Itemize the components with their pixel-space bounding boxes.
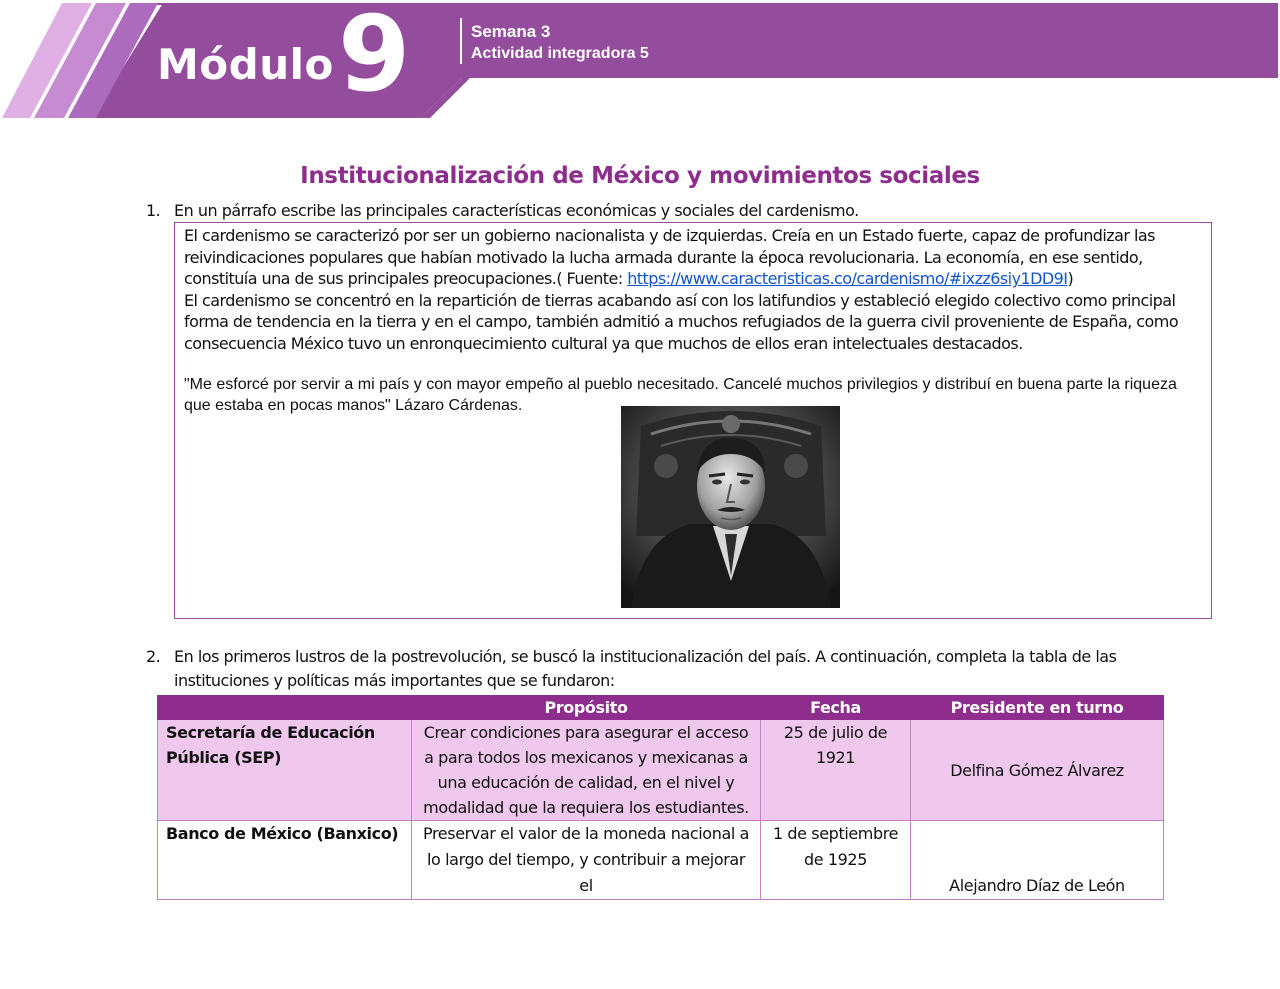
cardenas-quote: "Me esforcé por servir a mi país y con mayor empeño al pueblo necesitado. Cancelé muchos privilegios y distribuí en buena parte la riqueza que estaba en pocas manos" Lázaro Cárdenas. bbox=[184, 376, 1177, 414]
answer-1-paragraph-1-end: ) bbox=[1067, 269, 1074, 289]
source-link[interactable]: https://www.caracteristicas.co/cardenismo/#ixzz6siy1DD9I bbox=[627, 269, 1068, 289]
institution-purpose[interactable]: Preservar el valor de la moneda nacional a lo largo del tiempo, y contribuir a mejorar el bbox=[412, 821, 761, 900]
institution-president[interactable]: Alejandro Díaz de León bbox=[911, 821, 1164, 900]
question-1 bbox=[146, 199, 1146, 223]
institution-name[interactable]: Secretaría de Educación Pública (SEP) bbox=[158, 720, 412, 821]
answer-1-paragraph-2: El cardenismo se concentró en la repartición de tierras acabando así con los latifundios y estableció elegido colectivo como principal forma de tendencia en la tierra y en el campo, también admitió a muchos refugiados de la guerra civil proveniente de España, como consecuencia México tuvo un enronquecimiento cultural ya que muchos de ellos eran intelectuales destacados. bbox=[184, 290, 1179, 353]
header-date: Fecha bbox=[761, 696, 911, 720]
module-label: Módulo bbox=[157, 40, 334, 89]
lazaro-cardenas-portrait bbox=[621, 406, 840, 608]
document-title: Institucionalización de México y movimientos sociales bbox=[300, 163, 980, 189]
institution-president[interactable]: Delfina Gómez Álvarez bbox=[911, 720, 1164, 821]
question-1-text: En un párrafo escribe las principales características económicas y sociales del cardenismo. bbox=[174, 201, 859, 220]
question-2 bbox=[146, 645, 1146, 693]
institution-date[interactable]: 25 de julio de 1921 bbox=[761, 720, 911, 821]
question-1-number: 1. bbox=[146, 201, 161, 220]
header-institution bbox=[158, 696, 412, 720]
header-purpose: Propósito bbox=[412, 696, 761, 720]
answer-1-paragraph-1: El cardenismo se caracterizó por ser un gobierno nacionalista y de izquierdas. Creía en un Estado fuerte, capaz de profundizar las reivindicaciones populares que habían motivado la lucha armada durante la época revolucionaria. La economía, en ese sentido, constituía una de sus principales preocupaciones.( Fuente: bbox=[184, 226, 1155, 289]
institution-purpose[interactable]: Crear condiciones para asegurar el acceso a para todos los mexicanos y mexicanas a una educación de calidad, en el nivel y modalidad que la requiera los estudiantes. bbox=[412, 720, 761, 821]
activity-label: Actividad integradora 5 bbox=[471, 45, 649, 62]
institution-name[interactable]: Banco de México (Banxico) bbox=[158, 821, 412, 900]
question-2-text-line-2: instituciones y políticas más importantes que se fundaron: bbox=[174, 671, 615, 690]
question-2-text-line-1: En los primeros lustros de la postrevolución, se buscó la institucionalización del país. A continuación, completa la tabla de las bbox=[174, 647, 1117, 666]
table-row bbox=[158, 720, 1164, 821]
header-president: Presidente en turno bbox=[911, 696, 1164, 720]
question-2-number: 2. bbox=[146, 647, 161, 666]
header-divider bbox=[460, 18, 462, 64]
table-row bbox=[158, 821, 1164, 900]
answer-1-text bbox=[184, 225, 1204, 355]
answer-1-box[interactable] bbox=[174, 222, 1212, 619]
table-header-row bbox=[158, 696, 1164, 720]
week-label: Semana 3 bbox=[471, 22, 551, 41]
institution-date[interactable]: 1 de septiembre de 1925 bbox=[761, 821, 911, 900]
institutions-table bbox=[157, 695, 1164, 900]
module-number: 9 bbox=[338, 0, 411, 115]
